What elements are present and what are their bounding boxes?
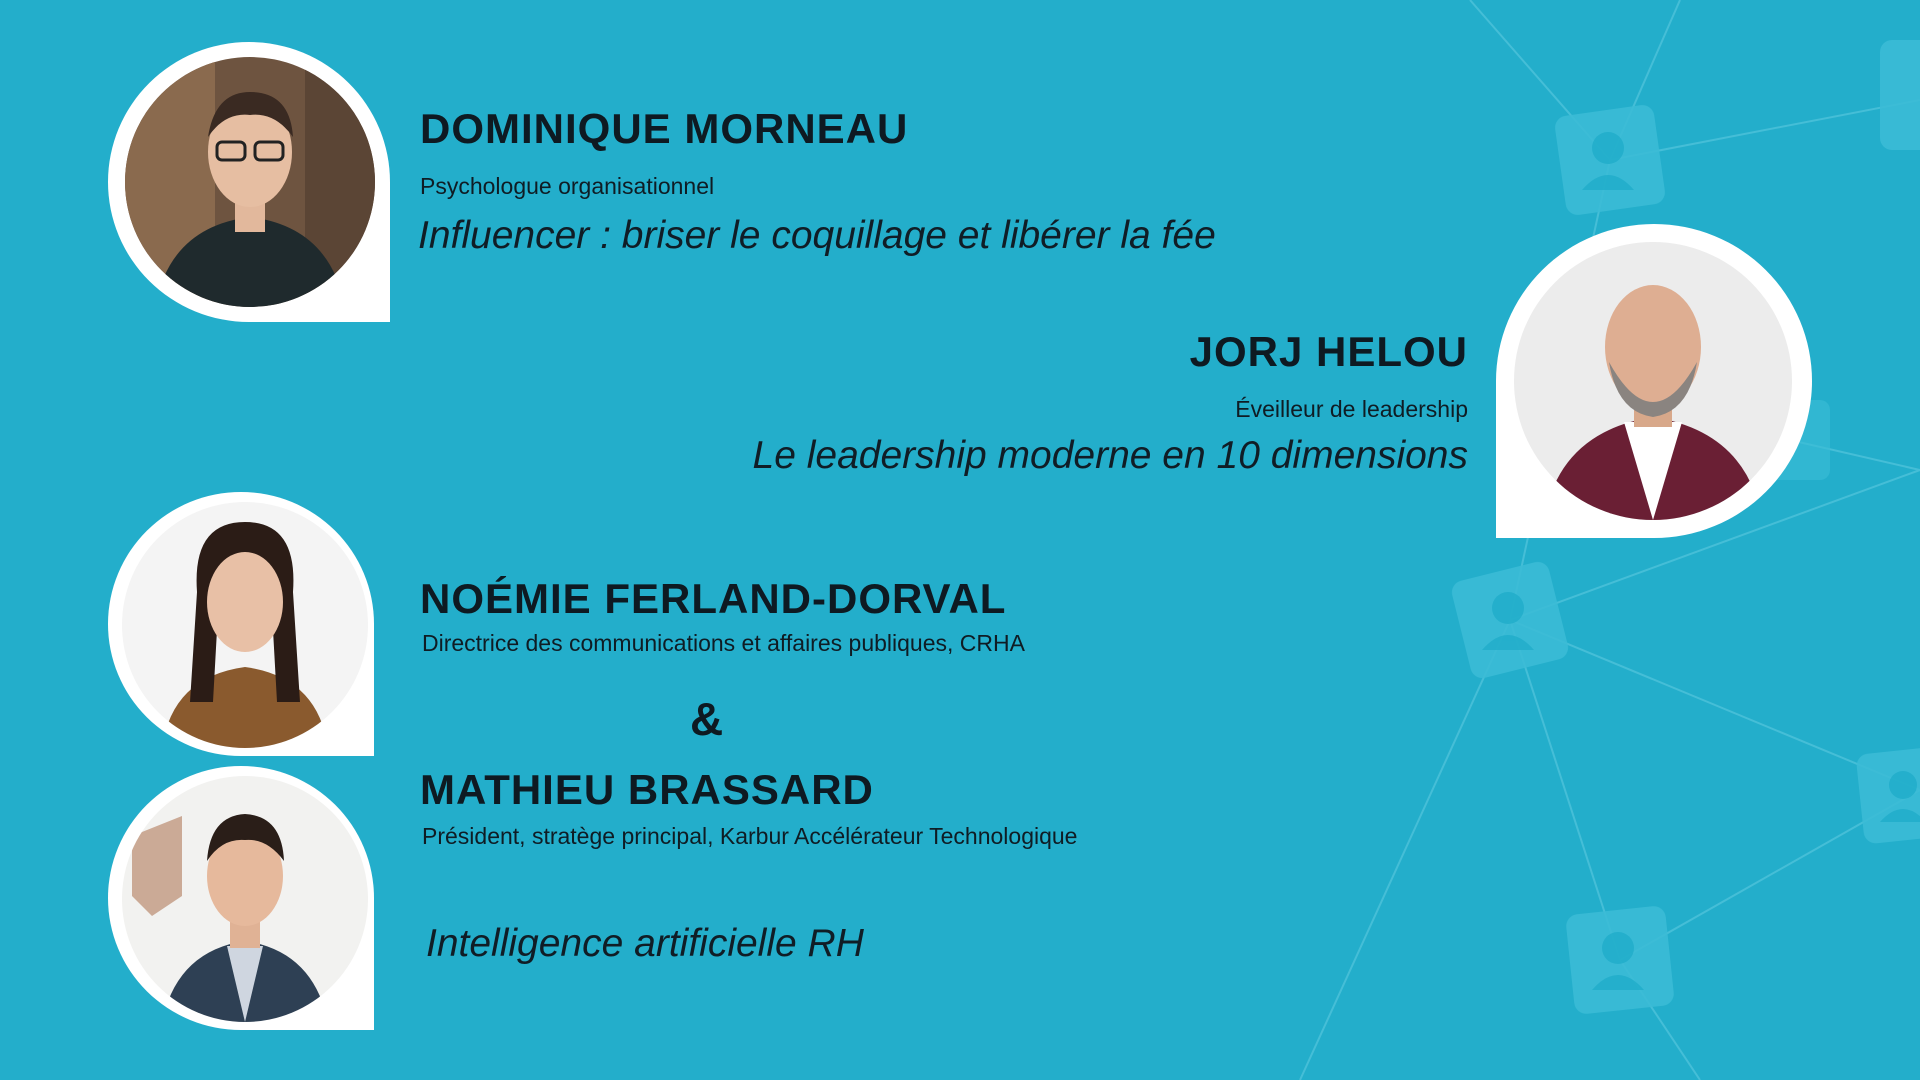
speaker-photo-frame (108, 42, 390, 322)
speaker-role: Éveilleur de leadership (1235, 396, 1468, 422)
speaker-role: Directrice des communications et affaires publiques, CRHA (422, 630, 1025, 656)
speaker-photo-frame (108, 766, 374, 1030)
speaker-photo-frame (1496, 224, 1812, 538)
speaker-role: Président, stratège principal, Karbur Accélérateur Technologique (422, 823, 1078, 849)
speaker-photo-frame (108, 492, 374, 756)
speaker-photo (122, 502, 368, 748)
speaker-photo (122, 776, 368, 1022)
speaker-photo (125, 57, 375, 307)
speaker-name: DOMINIQUE MORNEAU (420, 105, 909, 152)
speaker-name: MATHIEU BRASSARD (420, 766, 874, 813)
talk-title: Intelligence artificielle RH (426, 922, 864, 965)
ampersand: & (690, 693, 724, 745)
talk-title: Le leadership moderne en 10 dimensions (752, 434, 1468, 477)
talk-title: Influencer : briser le coquillage et libérer la fée (418, 214, 1216, 257)
speaker-name: JORJ HELOU (1189, 328, 1468, 375)
speaker-name: NOÉMIE FERLAND-DORVAL (420, 575, 1007, 622)
speaker-role: Psychologue organisationnel (420, 173, 715, 199)
speaker-photo (1514, 242, 1792, 520)
